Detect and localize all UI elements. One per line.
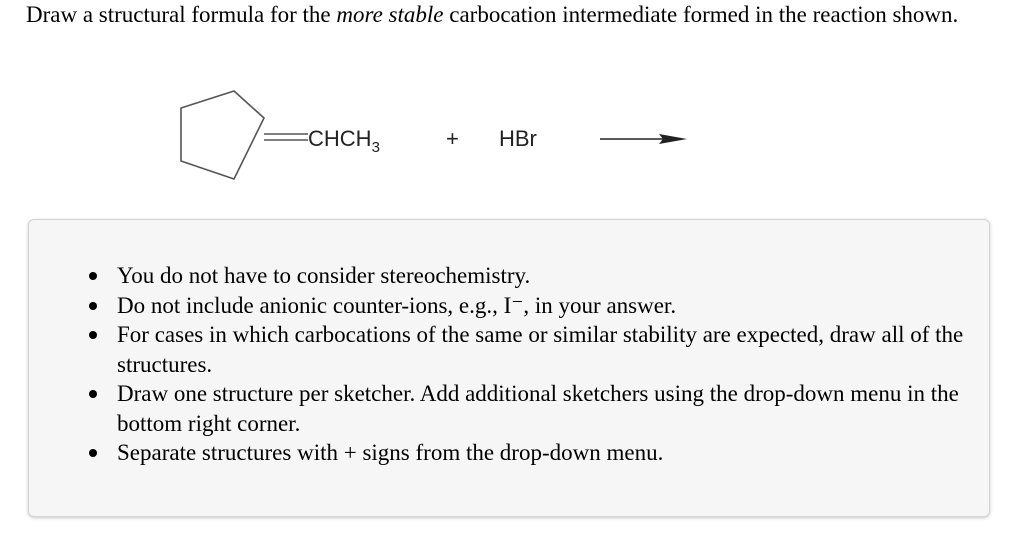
substituent-main: CHCH	[308, 126, 372, 151]
reaction-arrow-head	[659, 134, 687, 144]
instruction-item	[87, 379, 967, 438]
instruction-item	[87, 261, 967, 291]
reagent-label: HBr	[499, 126, 537, 151]
question-prompt	[26, 0, 986, 30]
reaction-scheme	[150, 80, 750, 200]
bullet-icon	[89, 272, 97, 280]
bullet-icon	[89, 331, 97, 339]
bullet-icon	[89, 449, 97, 457]
question-text-before: Draw a structural formula for the	[26, 2, 337, 27]
instruction-text: You do not have to consider stereochemistry.	[117, 263, 531, 288]
reaction-drawing	[150, 80, 750, 200]
instruction-item	[87, 291, 967, 321]
substituent-subscript: 3	[371, 139, 380, 156]
substituent-label	[308, 126, 380, 156]
instruction-text: Separate structures with + signs from the drop-down menu.	[117, 440, 664, 465]
instructions-box	[28, 219, 990, 517]
plus-sign: +	[446, 126, 459, 151]
bullet-icon	[89, 390, 97, 398]
question-text-after: carbocation intermediate formed in the reaction shown.	[443, 2, 959, 27]
instruction-item	[87, 320, 967, 379]
instruction-text: Do not include anionic counter-ions, e.g., I⁻, in your answer.	[117, 292, 677, 318]
instruction-item	[87, 438, 967, 468]
instructions-list	[87, 261, 967, 468]
instruction-text: For cases in which carbocations of the same or similar stability are expected, draw all of the structures.	[117, 322, 964, 377]
cyclopentane-ring	[181, 91, 264, 179]
bullet-icon	[89, 302, 97, 310]
instruction-text: Draw one structure per sketcher. Add additional sketchers using the drop-down menu in the bottom right corner.	[117, 381, 959, 436]
question-emphasis: more stable	[336, 2, 444, 27]
